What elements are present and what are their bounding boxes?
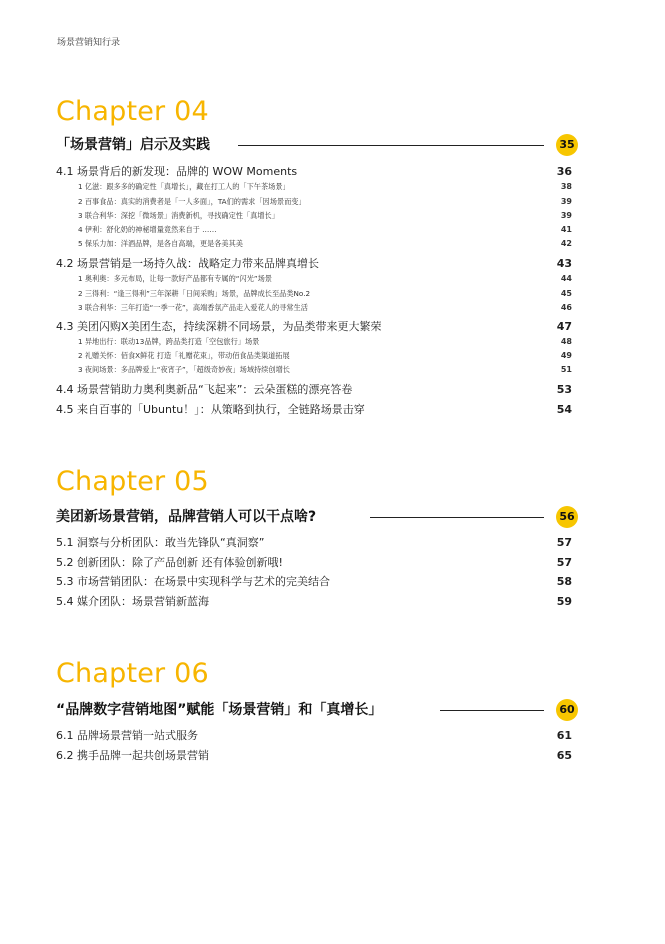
entry-title: 4 伊利：舒化奶的神秘增量竟然来自于 …… <box>78 225 217 234</box>
entry-title: 5 保乐力加：洋酒品牌，是各自高端，更是各美其美 <box>78 239 243 248</box>
entry-title: 6.1 品牌场景营销一站式服务 <box>56 729 198 742</box>
toc-subentry[interactable] <box>56 238 572 250</box>
chapter-label: Chapter 05 <box>56 466 209 497</box>
entry-page: 58 <box>556 575 572 588</box>
section-heading[interactable] <box>56 699 578 721</box>
leader-line <box>238 145 544 146</box>
entry-title: 5.3 市场营销团队：在场景中实现科学与艺术的完美结合 <box>56 575 330 588</box>
toc-entry[interactable] <box>56 594 572 610</box>
section-heading[interactable] <box>56 506 578 528</box>
entry-page: 57 <box>556 536 572 549</box>
toc-entry[interactable] <box>56 256 572 272</box>
entry-page: 42 <box>560 239 572 248</box>
section-heading[interactable] <box>56 134 578 156</box>
page-badge: 35 <box>556 134 578 156</box>
toc-subentry[interactable] <box>56 210 572 222</box>
entry-page: 39 <box>560 197 572 206</box>
toc-entry[interactable] <box>56 748 572 764</box>
leader-line <box>370 517 544 518</box>
entry-title: 3 夜间场景：多品牌爱上“夜宵子”，「超级奇妙夜」场域持续创增长 <box>78 365 290 374</box>
entry-page: 61 <box>556 729 572 742</box>
section-title: “品牌数字营销地图”赋能「场景营销」和「真增长」 <box>56 702 383 718</box>
entry-title: 2 三得利：“逢三得利”三年深耕「日间采购」场景，品牌成长至品类No.2 <box>78 289 311 298</box>
page-badge: 60 <box>556 699 578 721</box>
entry-title: 2 礼赠关怀：佰食X鲜花 打造「礼赠花束」，带动佰食品类渠道拓展 <box>78 351 290 360</box>
entry-title: 4.5 来自百事的「Ubuntu！」：从策略到执行，全链路场景击穿 <box>56 403 365 416</box>
entry-page: 39 <box>560 211 572 220</box>
toc-entry[interactable] <box>56 574 572 590</box>
entry-title: 5.2 创新团队：除了产品创新 还有体验创新哦! <box>56 556 283 569</box>
toc-entry[interactable] <box>56 164 572 180</box>
entry-page: 47 <box>556 320 572 333</box>
entry-title: 4.1 场景背后的新发现：品牌的 WOW Moments <box>56 165 298 178</box>
entry-page: 53 <box>556 383 572 396</box>
entry-title: 4.3 美团闪购X美团生态，持续深耕不同场景，为品类带来更大繁荣 <box>56 320 382 333</box>
entry-title: 5.1 洞察与分析团队：敢当先锋队“真洞察” <box>56 536 265 549</box>
toc-subentry[interactable] <box>56 224 572 236</box>
chapter-label: Chapter 06 <box>56 658 209 689</box>
toc-entry[interactable] <box>56 382 572 398</box>
section-title: 「场景营销」启示及实践 <box>56 137 210 153</box>
entry-title: 6.2 携手品牌一起共创场景营销 <box>56 749 209 762</box>
entry-page: 46 <box>560 303 572 312</box>
entry-page: 36 <box>556 165 572 178</box>
entry-title: 1 奥利奥：多元布局，让每一款好产品都有专属的“闪光”场景 <box>78 274 272 283</box>
toc-entry[interactable] <box>56 402 572 418</box>
entry-page: 41 <box>560 225 572 234</box>
entry-title: 5.4 媒介团队：场景营销新蓝海 <box>56 595 209 608</box>
entry-page: 65 <box>556 749 572 762</box>
entry-title: 1 亿滋：跟多多的确定性「真增长」，藏在打工人的「下午茶场景」 <box>78 182 290 191</box>
entry-title: 4.2 场景营销是一场持久战：战略定力带来品牌真增长 <box>56 257 319 270</box>
toc-entry[interactable] <box>56 728 572 744</box>
entry-title: 3 联合利华：深挖「微场景」消费新机，寻找确定性「真增长」 <box>78 211 279 220</box>
toc-subentry[interactable] <box>56 350 572 362</box>
entry-page: 57 <box>556 556 572 569</box>
leader-line <box>440 710 544 711</box>
toc-subentry[interactable] <box>56 181 572 193</box>
chapter-label: Chapter 04 <box>56 96 209 127</box>
toc-subentry[interactable] <box>56 364 572 376</box>
entry-title: 3 联合利华：三年打造“一季一花”，高端香氛产品走入爱花人的寻常生活 <box>78 303 308 312</box>
entry-page: 45 <box>560 289 572 298</box>
toc-subentry[interactable] <box>56 302 572 314</box>
entry-page: 51 <box>560 365 572 374</box>
entry-title: 2 百事食品：真实的消费者是「一人多面」，TA们的需求「因场景而变」 <box>78 197 306 206</box>
entry-page: 43 <box>556 257 572 270</box>
toc-entry[interactable] <box>56 319 572 335</box>
entry-page: 49 <box>560 351 572 360</box>
entry-page: 54 <box>556 403 572 416</box>
toc-subentry[interactable] <box>56 273 572 285</box>
toc-subentry[interactable] <box>56 336 572 348</box>
entry-title: 4.4 场景营销助力奥利奥新品“飞起来”：云朵蛋糕的漂亮答卷 <box>56 383 353 396</box>
toc-entry[interactable] <box>56 535 572 551</box>
entry-page: 38 <box>560 182 572 191</box>
entry-title: 1 异地出行：联动13品牌，跨品类打造「空包旅行」场景 <box>78 337 260 346</box>
toc-entry[interactable] <box>56 555 572 571</box>
running-header: 场景营销知行录 <box>57 38 121 48</box>
toc-subentry[interactable] <box>56 196 572 208</box>
entry-page: 59 <box>556 595 572 608</box>
page-badge: 56 <box>556 506 578 528</box>
entry-page: 48 <box>560 337 572 346</box>
section-title: 美团新场景营销，品牌营销人可以干点啥? <box>56 509 317 525</box>
entry-page: 44 <box>560 274 572 283</box>
toc-subentry[interactable] <box>56 288 572 300</box>
